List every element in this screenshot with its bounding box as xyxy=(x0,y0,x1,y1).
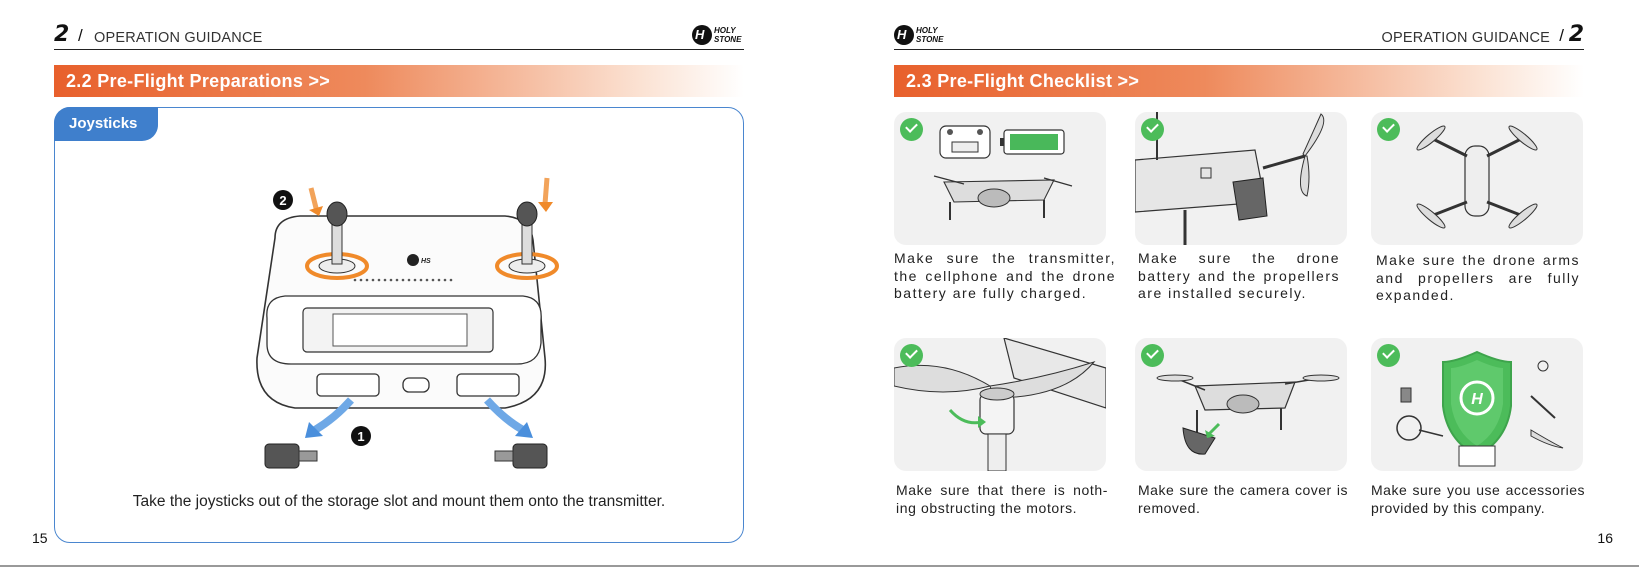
checklist-caption-camera-cover: Make sure the camera cover is removed. xyxy=(1138,482,1348,516)
section-banner-preflight-checklist xyxy=(894,65,1584,97)
joysticks-tag: Joysticks xyxy=(54,107,158,141)
brand-logo-icon: H xyxy=(692,25,712,45)
check-icon xyxy=(900,344,923,367)
page-number-right: 16 xyxy=(1597,530,1613,546)
section-title: 2.2 Pre-Flight Preparations >> xyxy=(66,71,331,91)
svg-text:H: H xyxy=(1471,391,1483,408)
check-icon xyxy=(1377,344,1400,367)
transmitter-illustration xyxy=(205,168,605,488)
drone-battery-propeller-illustration xyxy=(1135,112,1347,245)
checklist-caption-accessories: Make sure you use accessories provided by this company. xyxy=(1371,482,1585,516)
section-banner-preflight-preparations xyxy=(54,65,744,97)
page-bottom-rule xyxy=(0,565,1639,567)
chapter-title: OPERATION GUIDANCE xyxy=(1381,30,1550,46)
chapter-title: OPERATION GUIDANCE xyxy=(94,30,263,46)
transmitter-battery-drone-illustration xyxy=(894,112,1106,245)
brand-logo xyxy=(894,25,946,45)
joysticks-panel xyxy=(54,107,744,543)
page-number-left: 15 xyxy=(32,530,48,546)
check-icon xyxy=(1141,118,1164,141)
accessories-shield-illustration xyxy=(1371,338,1583,471)
checklist-card-accessories xyxy=(1371,338,1583,471)
chapter-slash: / xyxy=(1559,26,1564,45)
brand-logo-text: HOLY STONE xyxy=(916,26,944,44)
check-icon xyxy=(1141,344,1164,367)
chapter-number: 2 xyxy=(1568,22,1584,47)
right-page-header xyxy=(894,22,1584,50)
camera-cover-illustration xyxy=(1135,338,1347,471)
checklist-caption-battery-propellers: Make sure the drone battery and the propellers are installed securely. xyxy=(1138,250,1340,301)
motor-closeup-illustration xyxy=(894,338,1106,471)
brand-logo-text: HOLY STONE xyxy=(714,26,742,44)
step-marker-2: 2 xyxy=(279,193,287,208)
brand-logo-icon: H xyxy=(894,25,914,45)
check-icon xyxy=(900,118,923,141)
checklist-card-camera-cover xyxy=(1135,338,1347,471)
drone-top-view-illustration xyxy=(1371,112,1583,245)
left-page-header xyxy=(54,22,744,50)
check-icon xyxy=(1377,118,1400,141)
checklist-card-motors-clear xyxy=(894,338,1106,471)
checklist-card-battery-propellers xyxy=(1135,112,1347,245)
section-title: 2.3 Pre-Flight Checklist >> xyxy=(906,71,1140,91)
chapter-number: 2 xyxy=(54,22,70,47)
checklist-caption-arms-expanded: Make sure the drone arms and propellers are fully expanded. xyxy=(1376,252,1580,303)
checklist-card-charged xyxy=(894,112,1106,245)
svg-text:HS: HS xyxy=(421,258,431,265)
chapter-slash: / xyxy=(78,26,83,45)
step-marker-1: 1 xyxy=(357,429,365,444)
brand-logo xyxy=(692,25,744,45)
checklist-caption-charged: Make sure the transmitter, the cellphone and the drone battery are fully charged. xyxy=(894,250,1116,301)
checklist-caption-motors-clear: Make sure that there is noth-ing obstructing the motors. xyxy=(896,482,1108,516)
checklist-card-arms-expanded xyxy=(1371,112,1583,245)
joysticks-caption: Take the joysticks out of the storage slot and mount them onto the transmitter. xyxy=(132,493,666,510)
